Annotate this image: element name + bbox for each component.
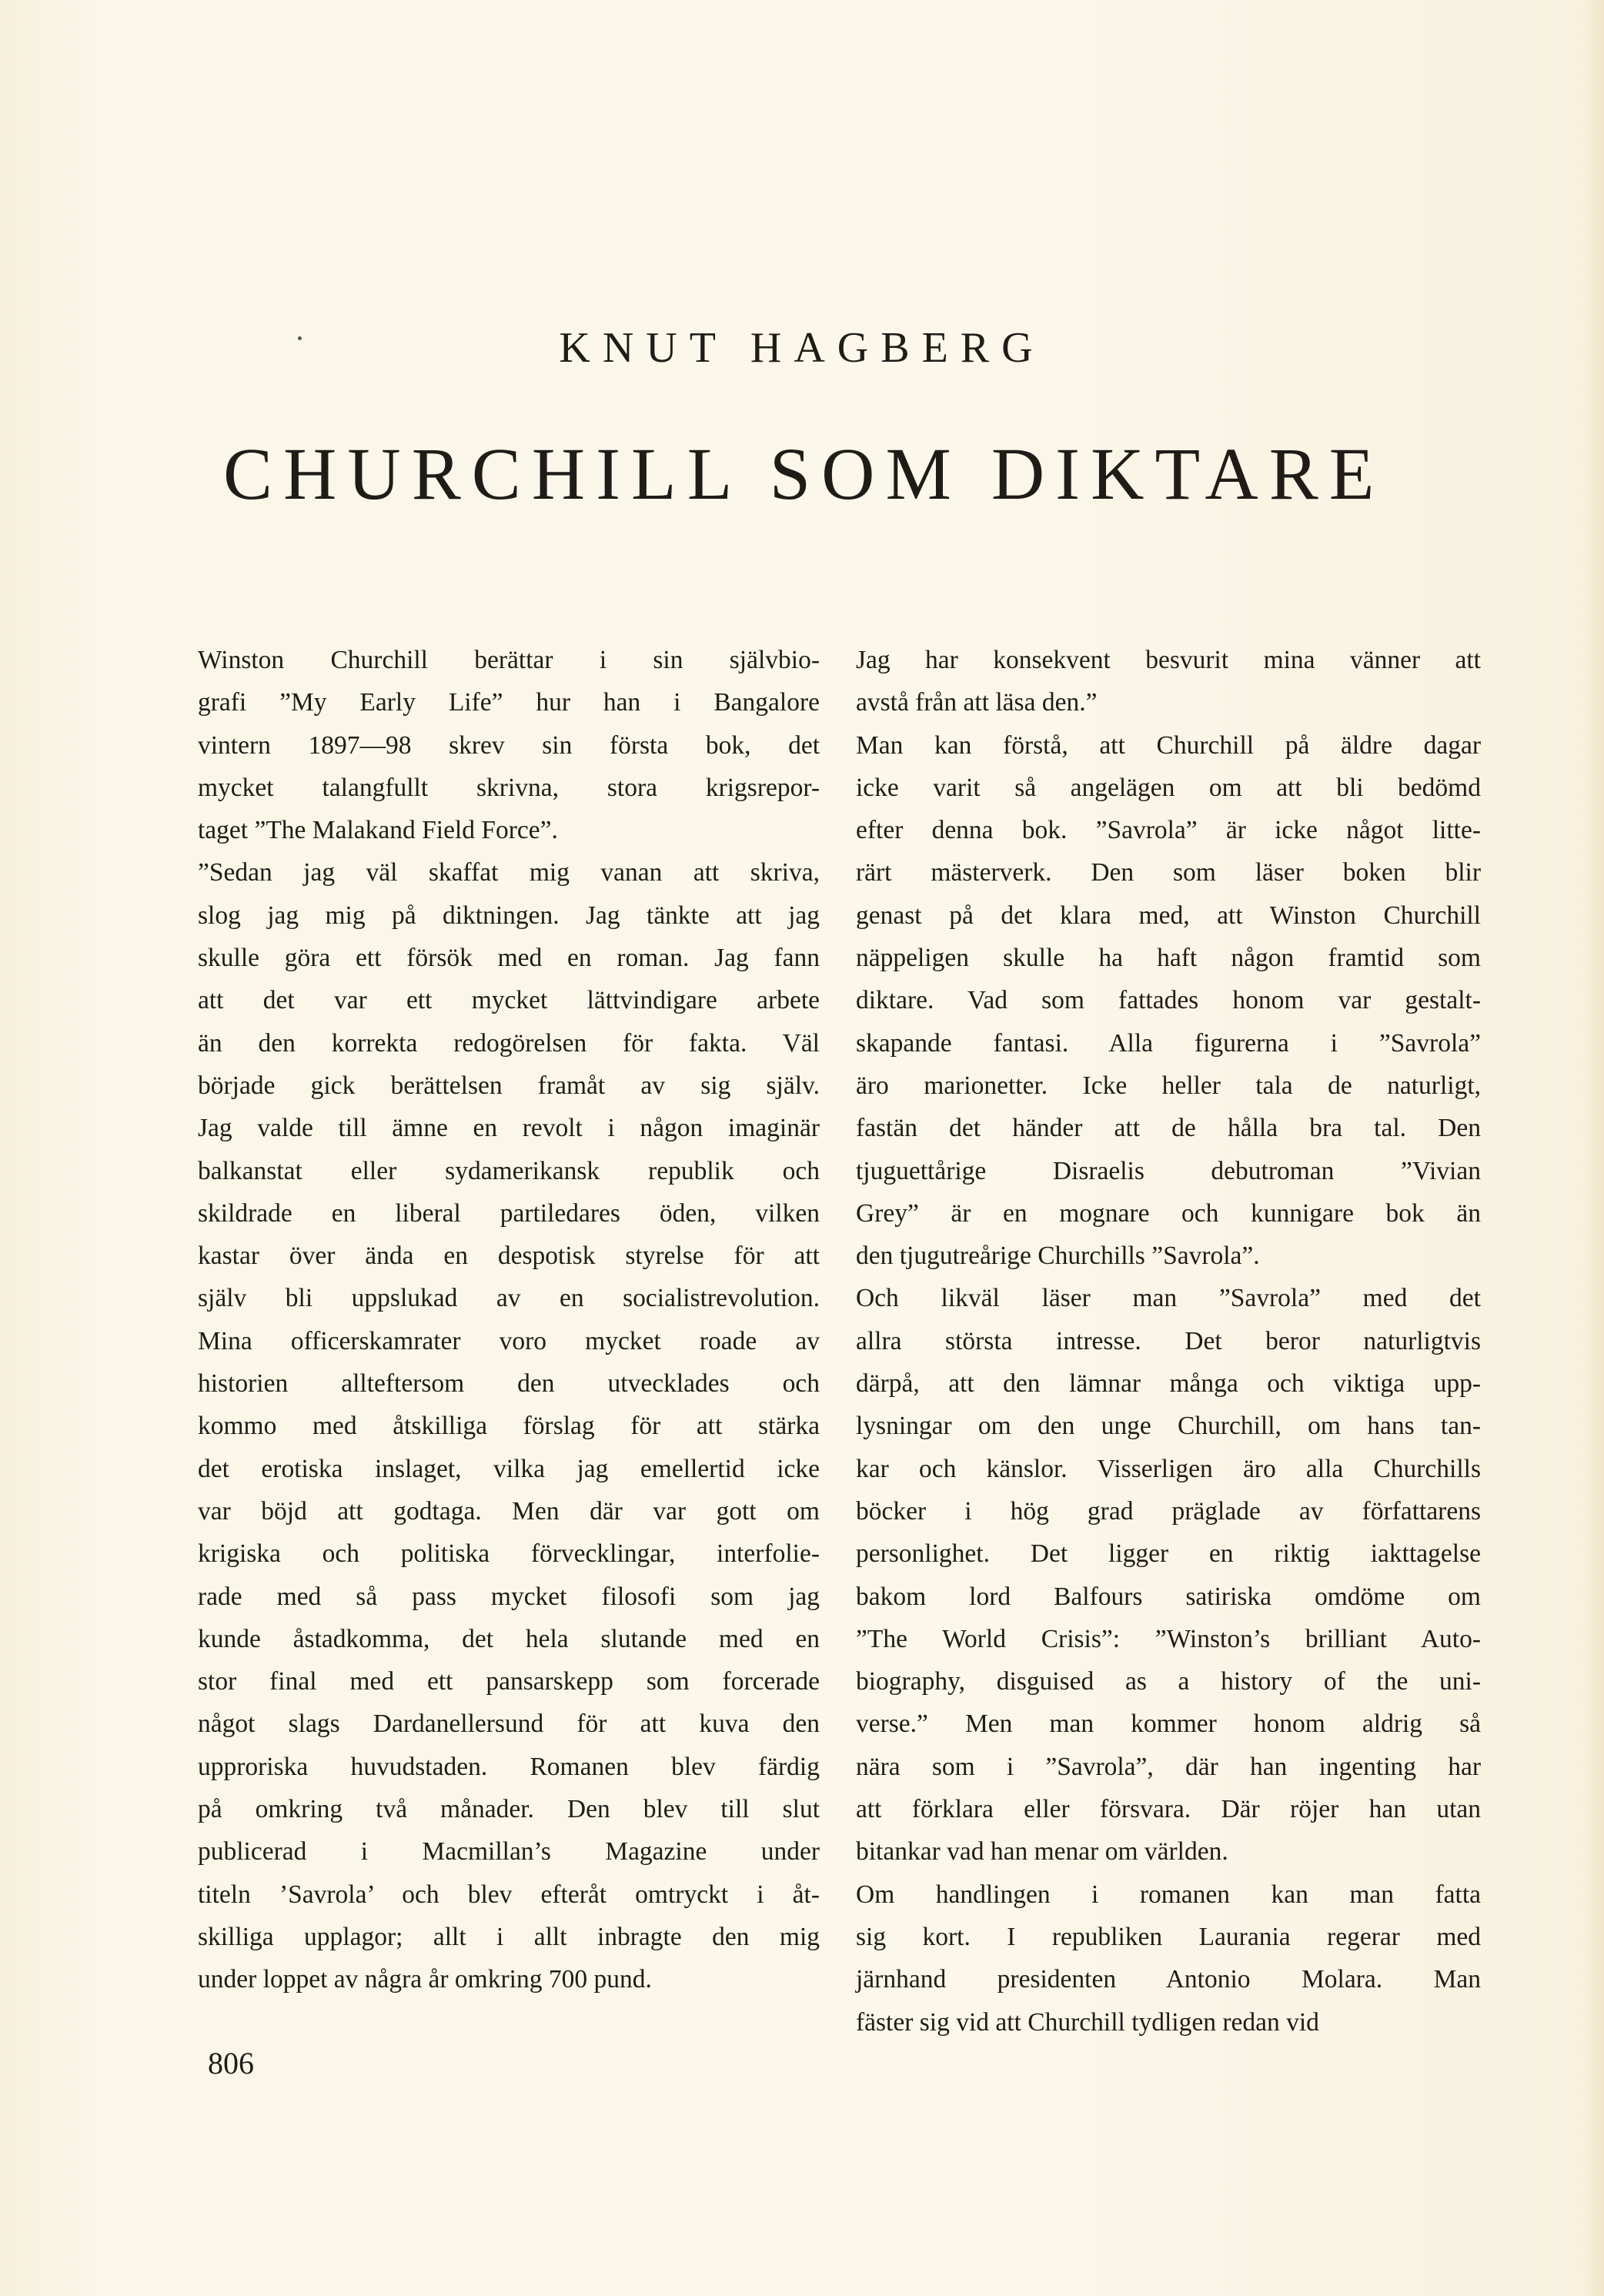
text-line: grafi ”My Early Life” hur han i Bangalore bbox=[198, 688, 820, 717]
text-line: själv bli uppslukad av en socialistrevolution. bbox=[198, 1284, 820, 1313]
text-line: avstå från att läsa den.” bbox=[856, 688, 1098, 717]
text-line: kastar över ända en despotisk styrelse för att bbox=[198, 1242, 820, 1271]
text-line: Jag valde till ämne en revolt i någon imaginär bbox=[198, 1114, 820, 1143]
text-line: historien allteftersom den utvecklades och bbox=[198, 1369, 820, 1399]
text-line: något slags Dardanellersund för att kuva den bbox=[198, 1709, 820, 1739]
text-line: icke varit så angelägen om att bli bedömd bbox=[856, 773, 1481, 802]
text-line: vintern 1897—98 skrev sin första bok, det bbox=[198, 730, 820, 760]
text-line: krigiska och politiska förvecklingar, interfolie- bbox=[198, 1539, 820, 1569]
text-line: äro marionetter. Icke heller tala de naturligt, bbox=[856, 1071, 1481, 1100]
text-line: Man kan förstå, att Churchill på äldre dagar bbox=[856, 730, 1481, 760]
text-line: genast på det klara med, att Winston Churchill bbox=[856, 901, 1481, 930]
text-line: upproriska huvudstaden. Romanen blev färdig bbox=[198, 1752, 820, 1781]
text-line: Och likväl läser man ”Savrola” med det bbox=[856, 1284, 1481, 1313]
text-line: skildrade en liberal partiledares öden, vilken bbox=[198, 1198, 820, 1228]
text-line: fastän det händer att de hålla bra tal. Den bbox=[856, 1114, 1481, 1143]
text-line: skilliga upplagor; allt i allt inbragte den mig bbox=[198, 1922, 820, 1951]
text-line: Winston Churchill berättar i sin självbio- bbox=[198, 646, 820, 674]
text-line: rärt mästerverk. Den som läser boken blir bbox=[856, 858, 1481, 887]
text-line: titeln ’Savrola’ och blev efteråt omtryckt i åt- bbox=[198, 1880, 820, 1909]
text-line: lysningar om den unge Churchill, om hans tan- bbox=[856, 1412, 1481, 1441]
text-line: än den korrekta redogörelsen för fakta. Väl bbox=[198, 1028, 820, 1058]
text-line: att det var ett mycket lättvindigare arbete bbox=[198, 986, 820, 1015]
text-line: järnhand presidenten Antonio Molara. Man bbox=[856, 1965, 1481, 1994]
text-line: slog jag mig på diktningen. Jag tänkte att jag bbox=[198, 901, 820, 930]
text-line: Jag har konsekvent besvurit mina vänner att bbox=[856, 646, 1481, 674]
text-line: Om handlingen i romanen kan man fatta bbox=[856, 1880, 1481, 1909]
text-line: personlighet. Det ligger en riktig iakttagelse bbox=[856, 1539, 1481, 1569]
text-line: skulle göra ett försök med en roman. Jag fann bbox=[198, 944, 820, 973]
text-line: biography, disguised as a history of the uni- bbox=[856, 1667, 1481, 1696]
text-line: bitankar vad han menar om världen. bbox=[856, 1837, 1228, 1867]
left-text-column bbox=[198, 639, 820, 2001]
text-line: balkanstat eller sydamerikansk republik och bbox=[198, 1156, 820, 1185]
text-line: det erotiska inslaget, vilka jag emellertid icke bbox=[198, 1454, 820, 1483]
text-line: böcker i hög grad präglade av författarens bbox=[856, 1496, 1481, 1526]
text-line: började gick berättelsen framåt av sig själv. bbox=[198, 1071, 820, 1100]
text-line: rade med så pass mycket filosofi som jag bbox=[198, 1582, 820, 1611]
text-line: ”Sedan jag väl skaffat mig vanan att skriva, bbox=[198, 858, 820, 887]
text-line: näppeligen skulle ha haft någon framtid som bbox=[856, 944, 1481, 973]
text-line: kar och känslor. Visserligen äro alla Churchills bbox=[856, 1454, 1481, 1483]
text-line: därpå, att den lämnar många och viktiga upp- bbox=[856, 1369, 1481, 1399]
text-line: taget ”The Malakand Field Force”. bbox=[198, 816, 558, 845]
text-line: allra största intresse. Det beror naturligtvis bbox=[856, 1326, 1481, 1355]
text-line: under loppet av några år omkring 700 pund. bbox=[198, 1965, 652, 1994]
text-line: att förklara eller försvara. Där röjer han utan bbox=[856, 1795, 1481, 1824]
right-text-column bbox=[856, 639, 1481, 2044]
text-line: efter denna bok. ”Savrola” är icke något litte- bbox=[856, 816, 1481, 845]
author-name: KNUT HAGBERG bbox=[559, 324, 1045, 372]
text-line: stor final med ett pansarskepp som forcerade bbox=[198, 1667, 820, 1696]
article-title: CHURCHILL SOM DIKTARE bbox=[223, 433, 1385, 515]
text-line: bakom lord Balfours satiriska omdöme om bbox=[856, 1582, 1481, 1611]
text-line: den tjugutreårige Churchills ”Savrola”. bbox=[856, 1242, 1260, 1271]
page-number: 806 bbox=[208, 2046, 254, 2080]
text-line: tjuguettårige Disraelis debutroman ”Vivian bbox=[856, 1156, 1481, 1185]
text-line: fäster sig vid att Churchill tydligen redan vid bbox=[856, 2007, 1319, 2037]
text-line: Grey” är en mognare och kunnigare bok än bbox=[856, 1198, 1481, 1228]
text-line: diktare. Vad som fattades honom var gestalt- bbox=[856, 986, 1481, 1015]
text-line: på omkring två månader. Den blev till slut bbox=[198, 1795, 820, 1824]
text-line: Mina officerskamrater voro mycket roade av bbox=[198, 1326, 820, 1355]
text-line: skapande fantasi. Alla figurerna i ”Savrola” bbox=[856, 1028, 1481, 1058]
text-line: kunde åstadkomma, det hela slutande med en bbox=[198, 1624, 820, 1653]
text-line: sig kort. I republiken Laurania regerar med bbox=[856, 1922, 1481, 1951]
text-line: nära som i ”Savrola”, där han ingenting har bbox=[856, 1752, 1481, 1781]
text-line: ”The World Crisis”: ”Winston’s brilliant Auto- bbox=[856, 1624, 1481, 1653]
text-line: verse.” Men man kommer honom aldrig så bbox=[856, 1709, 1481, 1739]
text-line: mycket talangfullt skrivna, stora krigsrepor- bbox=[198, 773, 820, 802]
text-line: var böjd att godtaga. Men där var gott om bbox=[198, 1496, 820, 1526]
text-line: kommo med åtskilliga förslag för att stärka bbox=[198, 1412, 820, 1441]
text-line: publicerad i Macmillan’s Magazine under bbox=[198, 1837, 820, 1867]
